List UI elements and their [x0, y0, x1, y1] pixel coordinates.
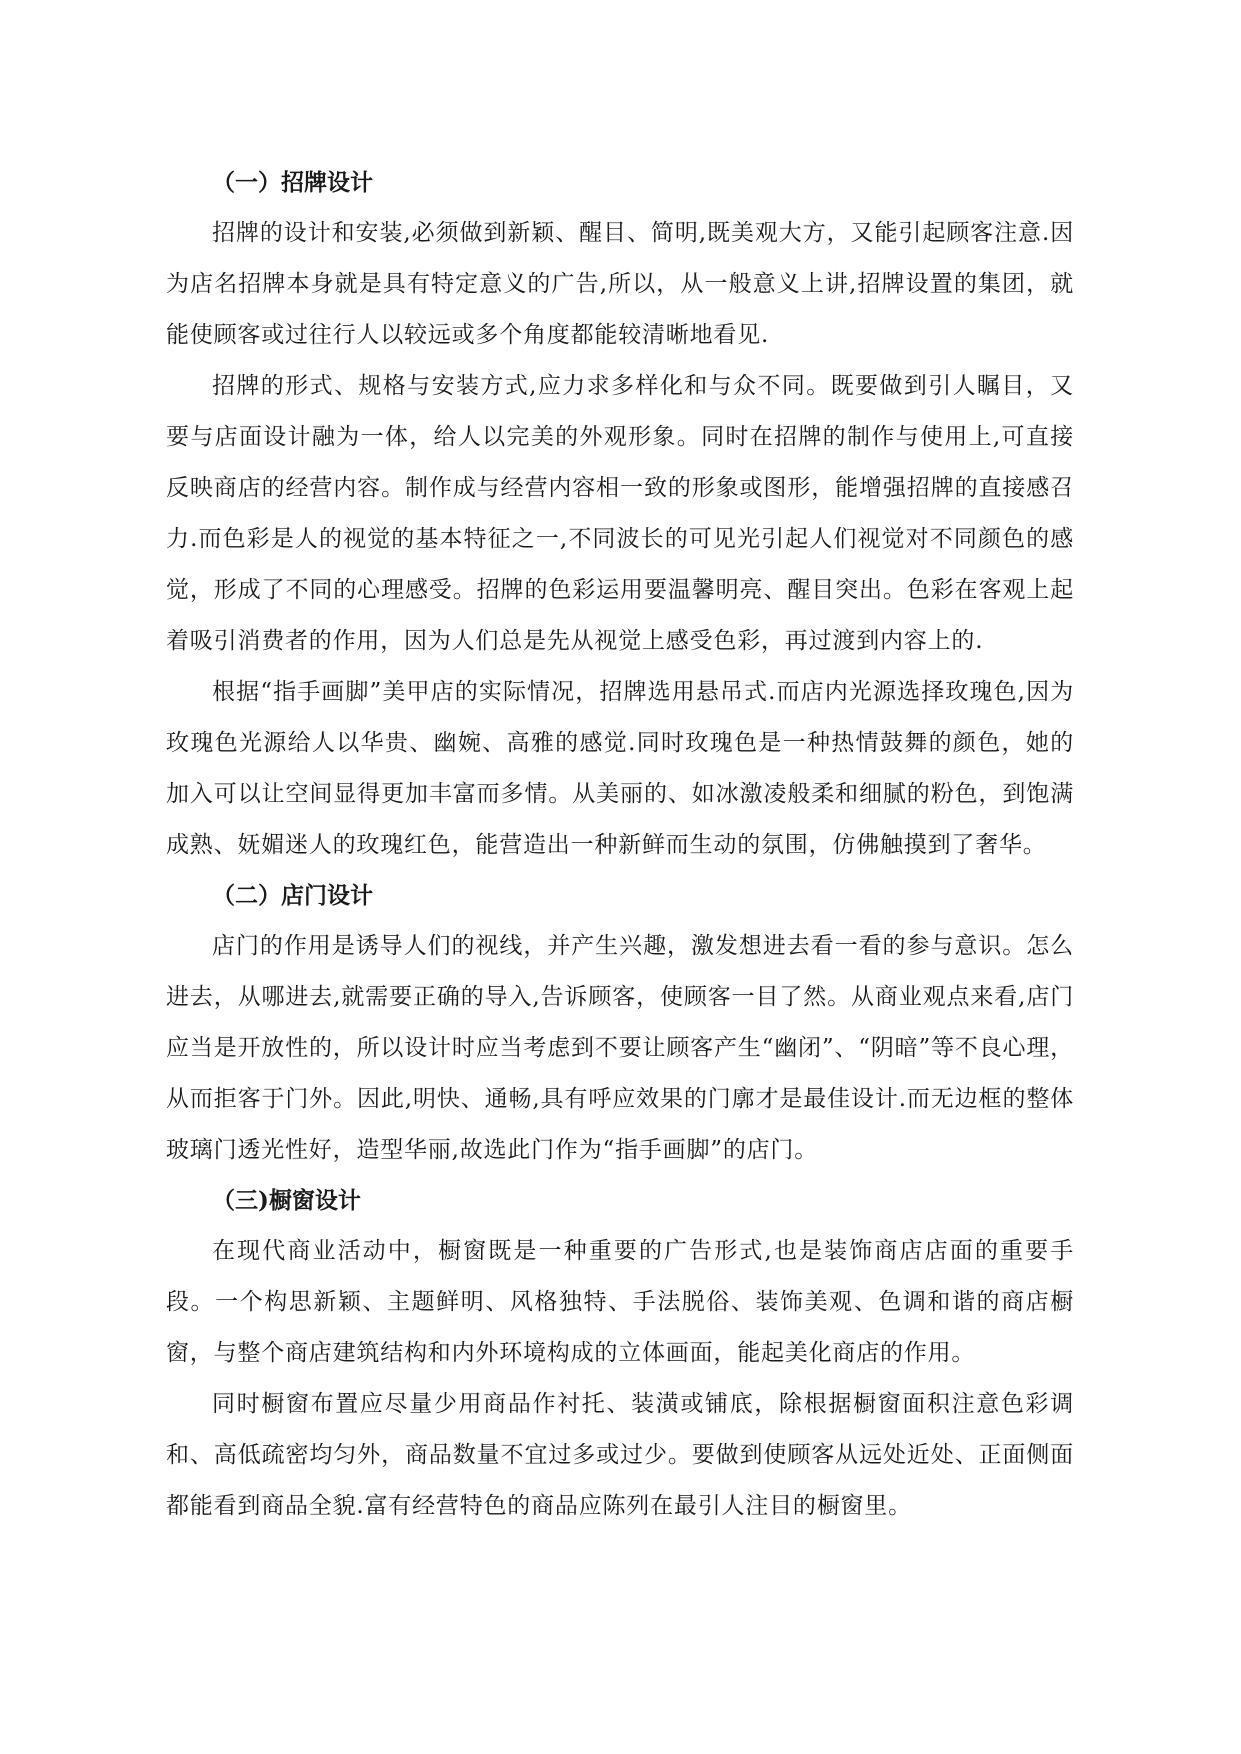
paragraph: 在现代商业活动中，橱窗既是一种重要的广告形式,也是装饰商店店面的重要手段。一个构思新颖、主题鲜明、风格独特、手法脱俗、装饰美观、色调和谐的商店橱窗，与整个商店建筑结构和内外环境构成的立体画面，能起美化商店的作用。 [166, 1238, 1074, 1366]
section-heading-storefront-door: （二）店门设计 [212, 882, 373, 909]
section-heading-display-window: （三)橱窗设计 [212, 1187, 361, 1214]
paragraph: 根据“指手画脚”美甲店的实际情况，招牌选用悬吊式.而店内光源选择玫瑰色,因为玫瑰色光源给人以华贵、幽婉、高雅的感觉.同时玫瑰色是一种热情鼓舞的颜色，她的加入可以让空间显得更加丰富而多情。从美丽的、如冰激凌般柔和细腻的粉色，到饱满成熟、妩媚迷人的玫瑰红色，能营造出一种新鲜而生动的氛围，仿佛触摸到了奢华。 [166, 679, 1074, 858]
paragraph: 同时橱窗布置应尽量少用商品作衬托、装潢或铺底，除根据橱窗面积注意色彩调和、高低疏密均匀外，商品数量不宜过多或过少。要做到使顾客从远处近处、正面侧面都能看到商品全貌.富有经营特色的商品应陈列在最引人注目的橱窗里。 [166, 1391, 1074, 1519]
paragraph: 招牌的形式、规格与安装方式,应力求多样化和与众不同。既要做到引人瞩目，又要与店面设计融为一体，给人以完美的外观形象。同时在招牌的制作与使用上,可直接反映商店的经营内容。制作成与经营内容相一致的形象或图形，能增强招牌的直接感召力.而色彩是人的视觉的基本特征之一,不同波长的可见光引起人们视觉对不同颜色的感觉，形成了不同的心理感受。招牌的色彩运用要温馨明亮、醒目突出。色彩在客观上起着吸引消费者的作用，因为人们总是先从视觉上感受色彩，再过渡到内容上的. [166, 373, 1074, 654]
document-page [166, 158, 1074, 1532]
paragraph: 招牌的设计和安装,必须做到新颖、醒目、简明,既美观大方，又能引起顾客注意.因为店名招牌本身就是具有特定意义的广告,所以，从一般意义上讲,招牌设置的集团，就能使顾客或过往行人以较远或多个角度都能较清晰地看见. [166, 220, 1074, 348]
paragraph: 店门的作用是诱导人们的视线，并产生兴趣，激发想进去看一看的参与意识。怎么进去，从哪进去,就需要正确的导入,告诉顾客，使顾客一目了然。从商业观点来看,店门应当是开放性的，所以设计时应当考虑到不要让顾客产生“幽闭”、“阴暗”等不良心理，从而拒客于门外。因此,明快、通畅,具有呼应效果的门廓才是最佳设计.而无边框的整体玻璃门透光性好，造型华丽,故选此门作为“指手画脚”的店门。 [166, 933, 1074, 1163]
section-heading-signboard: （一）招牌设计 [212, 169, 373, 196]
